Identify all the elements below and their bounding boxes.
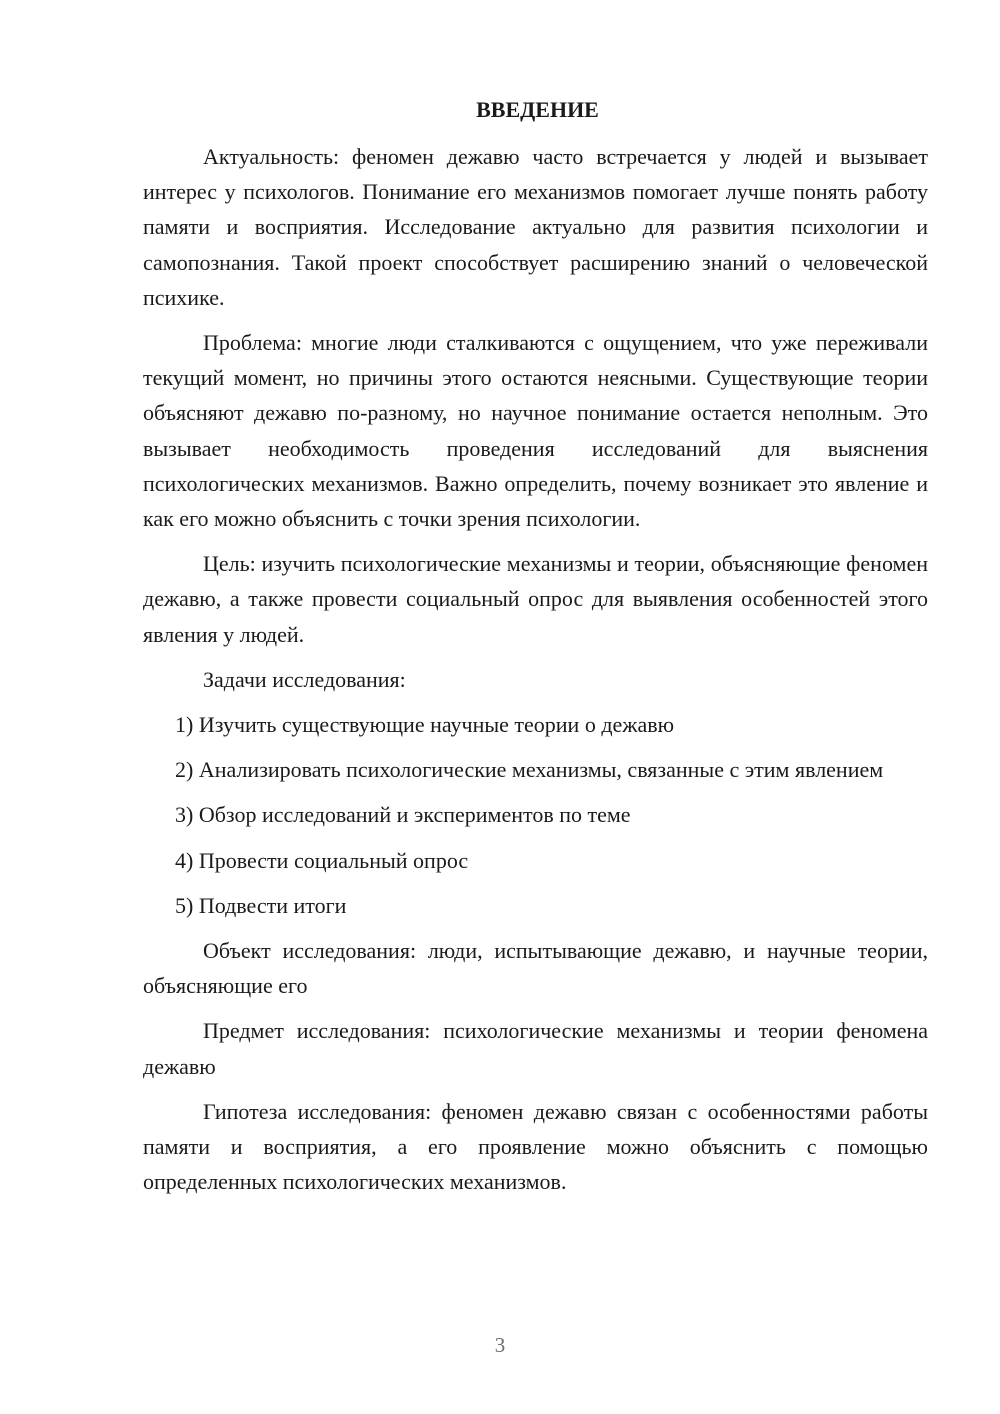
list-item: 2) Анализировать психологические механизмы, связанные с этим явлением xyxy=(175,757,884,783)
tasks-list xyxy=(143,707,928,923)
object-paragraph: Объект исследования: люди, испытывающие дежавю, и научные теории, объясняющие его xyxy=(143,938,928,999)
list-item: 4) Провести социальный опрос xyxy=(175,847,469,873)
list-item: 5) Подвести итоги xyxy=(175,892,347,918)
section-title: ВВЕДЕНИЕ xyxy=(476,97,599,122)
relevance-paragraph: Актуальность: феномен дежавю часто встречается у людей и вызывает интерес у психологов. Понимание его механизмов помогает лучше понять работу памяти и восприятия. Исследование актуально для развития психологии и самопознания. Такой проект способствует расширению знаний о человеческой психике. xyxy=(143,144,928,310)
problem-paragraph: Проблема: многие люди сталкиваются с ощущением, что уже переживали текущий момент, но причины этого остаются неясными. Существующие теории объясняют дежавю по-разному, но научное понимание остается неполным. Это вызывает необходимость проведения исследований для выяснения психологических механизмов. Важно определить, почему возникает это явление и как его можно объяснить с точки зрения психологии. xyxy=(143,330,928,532)
hypothesis-paragraph: Гипотеза исследования: феномен дежавю связан с особенностями работы памяти и восприятия, а его проявление можно объяснить с помощью определенных психологических механизмов. xyxy=(143,1098,928,1195)
tasks-heading: Задачи исследования: xyxy=(203,666,406,692)
goal-paragraph: Цель: изучить психологические механизмы и теории, объясняющие феномен дежавю, а также провести социальный опрос для выявления особенностей этого явления у людей. xyxy=(143,551,928,647)
list-item: 3) Обзор исследований и экспериментов по теме xyxy=(175,802,631,828)
subject-paragraph: Предмет исследования: психологические механизмы и теории феномена дежавю xyxy=(143,1018,928,1079)
page-number: 3 xyxy=(494,1333,506,1357)
list-item: 1) Изучить существующие научные теории о дежавю xyxy=(175,712,675,738)
document-page xyxy=(143,94,928,1209)
